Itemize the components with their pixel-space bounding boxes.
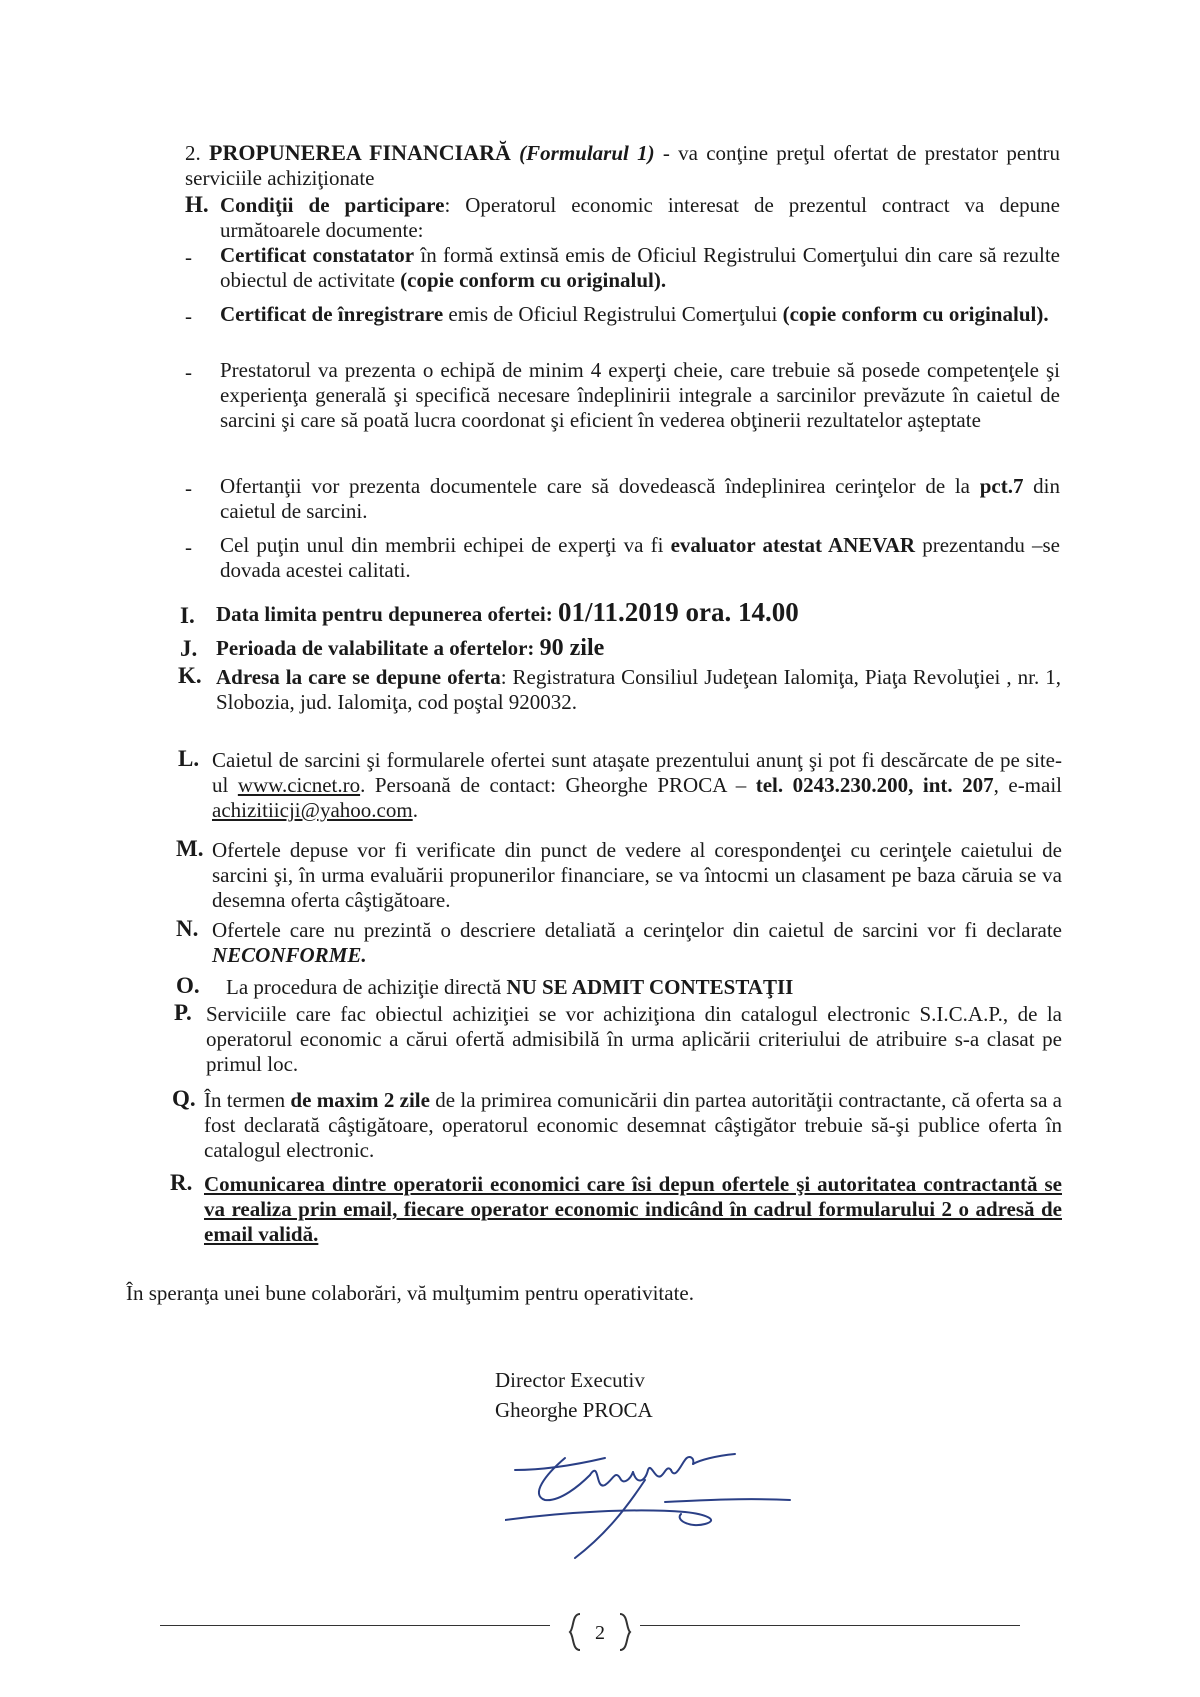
item-2-text: - va conţine preţul ofertat de prestator pentru serviciile achiziţionate [185, 141, 1061, 190]
requirement-item [220, 358, 1060, 433]
item-2-title: PROPUNEREA FINANCIARĂ [209, 140, 511, 165]
page-number: 2 [595, 1622, 605, 1644]
contact-email-link[interactable]: achizitiicji@yahoo.com [212, 798, 413, 822]
requirement-text: (copie conform cu originalul). [400, 268, 667, 292]
item-I [216, 597, 1076, 627]
marker-K: K. [178, 663, 202, 688]
item-2 [185, 140, 1060, 191]
requirement-text: Certificat constatator [220, 243, 415, 267]
item-H-text: : Operatorul economic interesat de prezentul contract va depune următoarele documente: [220, 193, 1060, 242]
item-J [216, 636, 1076, 661]
marker-I: I. [180, 603, 195, 628]
deadline-value: 01/11.2019 ora. 14.00 [557, 597, 799, 627]
validity-value: 90 zile [539, 635, 605, 661]
item-2-form: (Formularul 1) [519, 141, 655, 165]
page-number-box [560, 1610, 640, 1650]
signatory-name: Gheorghe PROCA [495, 1398, 653, 1422]
item-K [216, 665, 1061, 715]
requirement-item [220, 243, 1060, 293]
footer-rule-left [160, 1625, 550, 1626]
bullet-dash: - [185, 360, 192, 384]
item-O: La procedura de achiziţie directă NU SE ADMIT CONTESTAŢII [226, 975, 794, 999]
item-P: Serviciile care fac obiectul achiziţiei se vor achiziţiona din catalogul electronic S.I.C.A.P., de la operatorul economic a cărui ofertă admisibilă în urma aplicării criteriului de atribuire s-a clasat pe primul loc. [206, 1002, 1062, 1076]
marker-L: L. [178, 746, 200, 771]
marker-Q: Q. [172, 1086, 196, 1111]
signatory-title: Director Executiv [495, 1368, 645, 1392]
website-link[interactable]: www.cicnet.ro [237, 773, 361, 797]
requirement-text: prezentandu –se dovada acestei calitati. [220, 533, 1060, 582]
item-Q: În termen de maxim 2 zile de la primirea comunicării din partea autorităţii contractante, că oferta sa a fost declarată câştigătoare, operatorul economic desemnat câştigător trebuie să-şi publice oferta în catalogul electronic. [204, 1088, 1063, 1162]
marker-J: J. [180, 636, 198, 661]
item-H [220, 193, 1060, 243]
bullet-dash: - [185, 476, 192, 500]
marker-R: R. [170, 1170, 193, 1195]
requirement-text: Prestatorul va prezenta o echipă de minim 4 experţi cheie, care trebuie să posede competenţele şi experienţa generală şi specifică necesare îndeplinirii integrale a sarcinilor prevăzute în caietul de sarcini şi care să poată lucra coordonat şi eficient în vederea obţinerii rezultatelor aşteptate [220, 358, 1060, 432]
marker-M: M. [176, 836, 204, 861]
requirement-text: Ofertanţii vor prezenta documentele care să dovedească îndeplinirea cerinţelor de la [220, 474, 980, 498]
requirement-item [220, 302, 1060, 327]
deadline-label: Data limita pentru depunerea ofertei: [216, 602, 553, 626]
requirement-text: pct.7 [979, 474, 1024, 498]
item-M: Ofertele depuse vor fi verificate din punct de vedere al corespondenţei cu cerinţele caietului de sarcini şi, în urma evaluării propunerilor financiare, se va întocmi un clasament pe baza căruia se va desemna oferta câştigătoare. [212, 838, 1062, 912]
item-L: Caietul de sarcini şi formularele ofertei sunt ataşate prezentului anunţ şi pot fi descărcate de pe site-ul www.cicnet.ro. Persoană de contact: Gheorghe PROCA – tel. 0243.230.200, int. 207, e-mail achizitiicji@yahoo.com. [212, 748, 1063, 822]
closing-sentence: În speranţa unei bune colaborări, vă mulţumim pentru operativitate. [126, 1281, 694, 1305]
no-contest-emphasis: NU SE ADMIT CONTESTAŢII [506, 975, 794, 999]
handwritten-signature [505, 1440, 795, 1560]
signatory-block [495, 1365, 653, 1425]
communication-requirement: Comunicarea dintre operatorii economici care îsi depun ofertele şi autoritatea contractantă se va realiza prin email, fiecare operator economic indicând în cadrul formularului 2 o adresă de email validă. [204, 1172, 1062, 1246]
contact-phone: tel. 0243.230.200, int. 207 [755, 773, 994, 797]
requirement-item [220, 533, 1060, 583]
requirement-item [220, 474, 1060, 524]
marker-N: N. [176, 916, 199, 941]
address-text: : Registratura Consiliul Judeţean Ialomiţa, Piaţa Revoluţiei , nr. 1, Slobozia, jud. Ialomiţa, cod poştal 920032. [216, 665, 1061, 714]
bullet-dash: - [185, 245, 192, 269]
requirement-text: în formă extinsă emis de Oficiul Registrului Comerţului din care să rezulte obiectul de activitate [220, 243, 1061, 292]
address-label: Adresa la care se depune oferta [216, 665, 501, 689]
item-H-title: Condiţii de participare [220, 193, 445, 217]
marker-P: P. [174, 1000, 192, 1025]
requirement-text: din caietul de sarcini. [220, 474, 1060, 523]
deadline-2-days: de maxim 2 zile [290, 1088, 430, 1112]
nonconforming-emphasis: NECONFORME. [212, 943, 367, 967]
requirement-text: evaluator atestat ANEVAR [670, 533, 916, 557]
marker-H: H. [185, 192, 209, 217]
requirement-text: Certificat de înregistrare [220, 302, 444, 326]
requirement-text: (copie conform cu originalul). [782, 302, 1049, 326]
footer-rule-right [640, 1625, 1020, 1626]
marker-O: O. [176, 973, 200, 998]
bullet-dash: - [185, 304, 192, 328]
validity-label: Perioada de valabilitate a ofertelor: [216, 636, 535, 660]
bullet-dash: - [185, 535, 192, 559]
requirement-text: Cel puţin unul din membrii echipei de experţi va fi [220, 533, 671, 557]
item-2-number: 2. [185, 141, 201, 165]
item-N: Ofertele care nu prezintă o descriere detaliată a cerinţelor din caietul de sarcini vor fi declarate NECONFORME. [212, 918, 1062, 967]
requirement-text: emis de Oficiul Registrului Comerţului [443, 302, 783, 326]
item-R [204, 1172, 1062, 1247]
